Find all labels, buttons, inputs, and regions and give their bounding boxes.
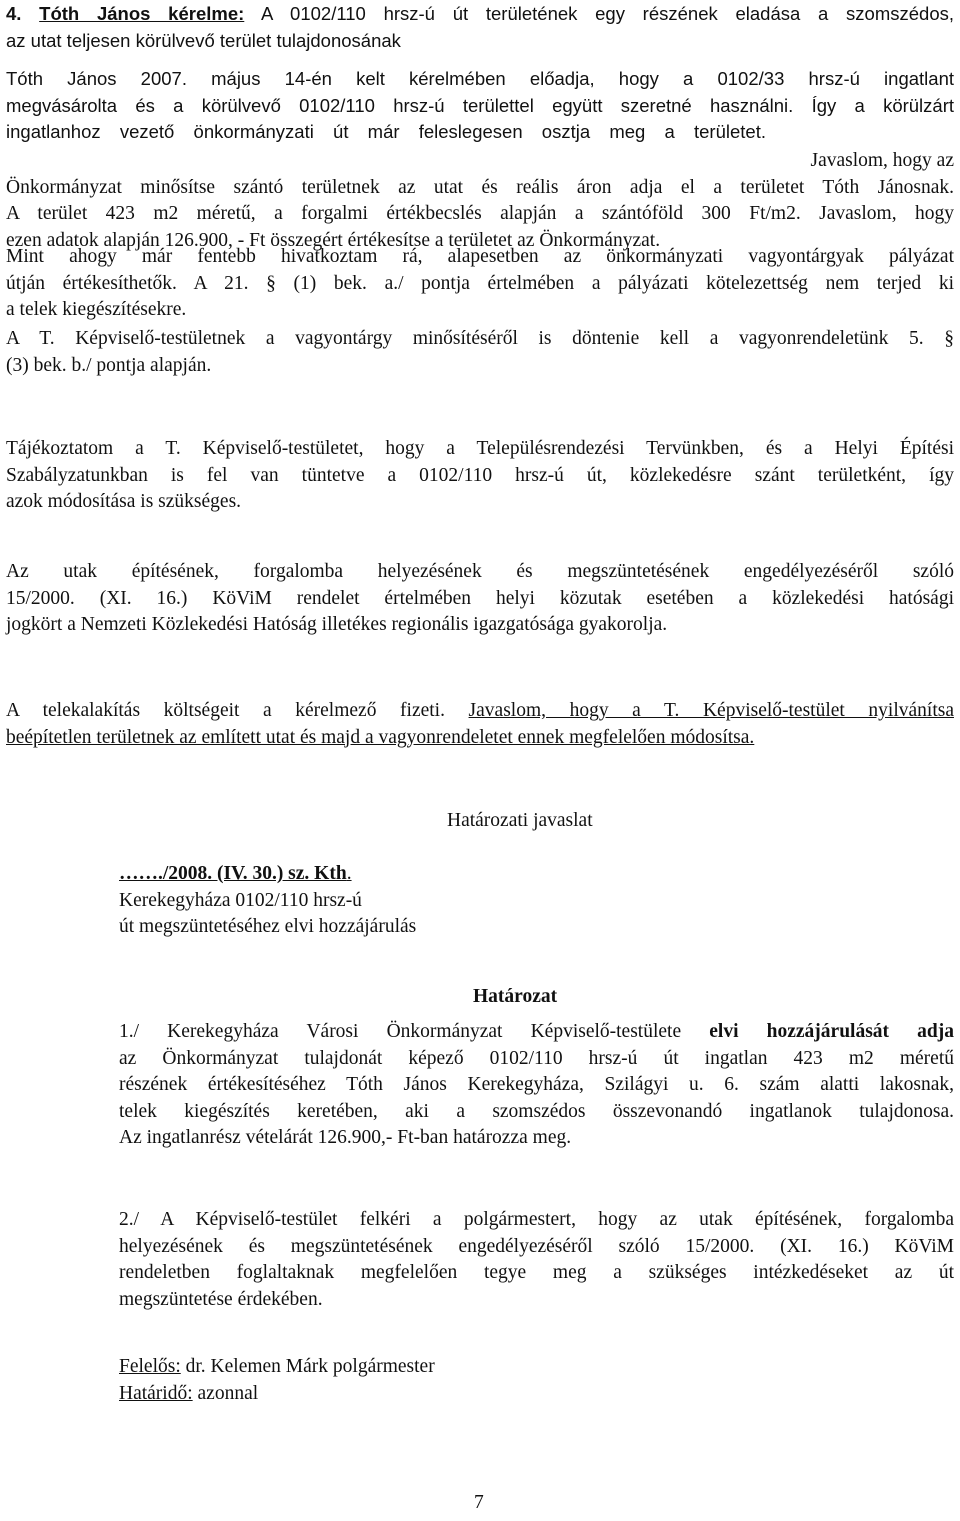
para-line: azok módosítása is szükséges. [6,491,242,512]
resolution-number: ……./2008. (IV. 30.) sz. Kth [119,863,347,884]
deadline-line [119,1381,719,1408]
page-number: 7 [474,1492,484,1513]
paragraph-zoning [6,436,954,516]
underlined-proposal-1: Javaslom, hogy a T. Képviselő-testület nyilvánítsa [468,700,954,721]
heading-subject-tail: a szomszédos, [800,3,955,24]
heading-subject: A 0102/110 hrsz-ú út területének egy részének eladása [244,3,801,24]
para-line: 1./ Kerekegyháza Városi Önkormányzat Képviselő-testülete elvi hozzájárulását adja [119,1021,955,1042]
proposal-title: Határozati javaslat [447,810,593,831]
para-line: helyezésének és megszüntetésének engedélyezéséről szóló 15/2000. (XI. 16.) KöViM [119,1235,954,1257]
para-line: Az utak építésének, forgalomba helyezésének és megszüntetésének engedélyezéséről szóló [6,561,954,582]
para-line: A telekalakítás költségeit a kérelmező fizeti. Javaslom, hogy a T. Képviselő-testület nyilvánítsa [6,700,954,721]
para-line: megvásárolta és a körülvevő 0102/110 hrsz-ú területtel együtt szeretné használni. Így a körülzárt [6,94,955,116]
inline-text: Javaslom, hogy [819,203,954,224]
resolution-point-2 [119,1207,954,1313]
responsible-value: dr. Kelemen Márk polgármester [180,1356,435,1377]
paragraph-proposal [6,698,954,751]
para-line: Tájékoztatom a T. Képviselő-testületet, hogy a Településrendezési Tervünkben, és a Helyi Építési [6,438,954,459]
para-line: Az ingatlanrész vételárát 126.900,- Ft-ban határozza meg. [119,1127,572,1148]
para-line: A terület 423 m2 méretű, a forgalmi értékbecslés alapján a szántóföld 300 Ft/m2. Javaslom, hogy [6,203,954,224]
para-line: Mint ahogy már fentebb hivatkoztam rá, alapesetben az önkormányzati vagyontárgyak pályázat [6,246,954,267]
para-line: a telek kiegészítésekre. [6,299,187,320]
consent-bold: elvi hozzájárulását adja [709,1021,955,1042]
paragraph-road-authority [6,559,954,639]
responsible-line [119,1354,719,1381]
inline-javaslom-1-text: Javaslom, hogy az [810,150,954,171]
inline-text: Így a körülzárt [811,94,955,116]
paragraph-asset-qualification [6,326,954,379]
para-line: Önkormányzat minősítse szántó területnek az utat és reális áron adja el a területet Tóth Jánosnak. [6,176,954,198]
para-line: ezen adatok alapján 126.900, - Ft összegért értékesítse a területet az Önkormányzat. [6,229,661,251]
heading-line-1 [6,1,954,28]
deadline-label: Határidő: [119,1382,193,1404]
para-line: telek kiegészítés keretében, aki a szomszédos összevonandó ingatlanok tulajdonosa. [119,1100,954,1122]
resolution-point-1 [119,1019,954,1152]
para-line: az Önkormányzat tulajdonát képező 0102/110 hrsz-ú út ingatlan 423 m2 méretű [119,1047,954,1069]
responsibility-block [119,1354,719,1407]
para-line: Tóth János 2007. május 14-én kelt kérelmében előadja, hogy a 0102/33 hrsz-ú ingatlant [6,68,954,89]
resolution-subject: út megszüntetéséhez elvi hozzájárulás [119,916,417,937]
para-line: ingatlanhoz vezető önkormányzati út már feleslegesen osztja meg a területet. [6,121,766,142]
heading-number: 4. [6,3,22,24]
para-line: 2./ A Képviselő-testület felkéri a polgármestert, hogy az utak építésének, forgalomba [119,1209,954,1230]
resolution-title: Határozat [473,986,558,1007]
para-line: részének értékesítéséhez Tóth János Kerekegyháza, Szilágyi u. 6. szám alatti lakosnak, [119,1074,954,1095]
para-line: jogkört a Nemzeti Közlekedési Hatóság illetékes regionális igazgatósága gyakorolja. [6,614,668,635]
deadline-value: azonnal [192,1382,259,1404]
para-line: 15/2000. (XI. 16.) KöViM rendelet értelmében helyi közutak esetében a közlekedési hatósági [6,587,954,609]
para-line: rendeletben foglaltaknak megfelelően tegye meg a szükséges intézkedéseket az út [119,1262,954,1283]
para-line: megszüntetése érdekében. [119,1288,323,1310]
paragraph-tender [6,244,954,324]
resolution-subject: Kerekegyháza 0102/110 hrsz-ú [119,889,362,911]
responsible-label: Felelős: [119,1356,181,1377]
para-line: A T. Képviselő-testületnek a vagyontárgy minősítéséről is döntenie kell a vagyonrendeletünk 5. § [6,328,954,349]
item-heading [6,1,954,54]
heading-name: Tóth János kérelme: [39,3,245,24]
para-line: (3) bek. b./ pontja alapján. [6,354,212,376]
resolution-reference: ……./2008. (IV. 30.) sz. Kth. Kerekegyháza 0102/110 hrsz-ú út megszüntetéséhez elvi hozzájárulás [119,861,619,941]
para-line: útján értékesíthetők. A 21. § (1) bek. a./ pontja értelmében a pályázati kötelezettség nem terjed ki [6,272,954,294]
paragraph-request [6,66,954,146]
para-line: Szabályzatunkban is fel van tüntetve a 0102/110 hrsz-ú út, közlekedésre szánt területként, így [6,464,954,486]
heading-line-2: az utat teljesen körülvevő terület tulajdonosának [6,29,401,51]
underlined-proposal-2: beépítetlen területnek az említett utat és majd a vagyonrendeletet ennek megfelelően módosítsa. [6,726,755,748]
